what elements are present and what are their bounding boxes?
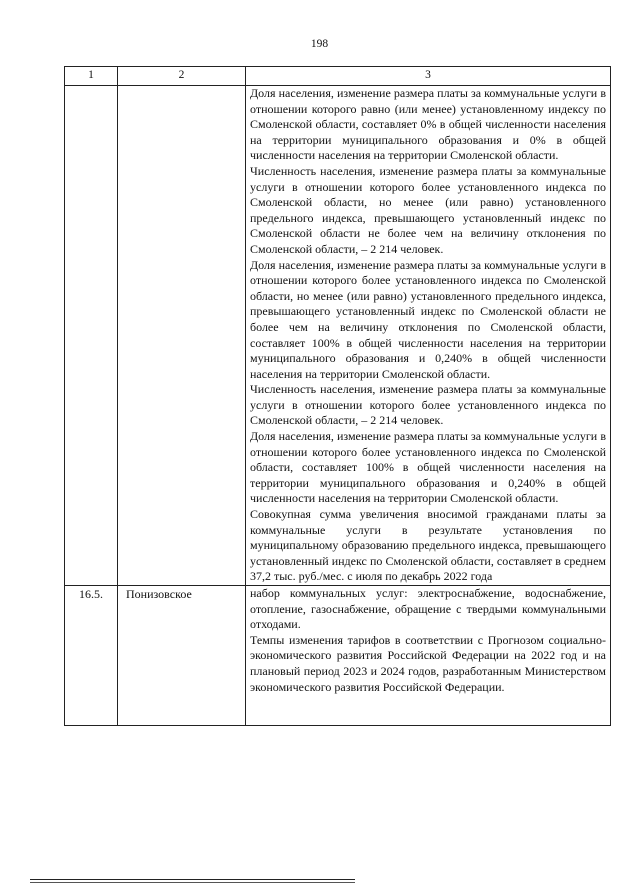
paragraph: Темпы изменения тарифов в соответствии с Прогнозом социально-экономического развития Российской Федерации на 2022 год и на плановый период 2023 и 2024 годов, разработанным Министерством экономического развития Российской Федерации.	[250, 632, 606, 694]
footer-divider	[30, 882, 355, 883]
footer-divider	[30, 879, 355, 880]
table-row	[65, 86, 611, 586]
paragraph: набор коммунальных услуг: электроснабжение, водоснабжение, отопление, газоснабжение, обращение с твердыми коммунальными отходами.	[250, 586, 606, 632]
row-number-cell: 16.5.	[65, 586, 118, 726]
paragraph: Доля населения, изменение размера платы за коммунальные услуги в отношении которого равно (или менее) установленному индексу по Смоленской области, составляет 0% в общей численности населения на территории муниципального образования и 0% в общей численности населения на территории Смоленской области.	[250, 86, 606, 163]
paragraph: Доля населения, изменение размера платы за коммунальные услуги в отношении которого более установленного индекса по Смоленской области, но менее (или равно) установленного предельного индекса, превышающего установленный индекс по Смоленской области не более чем на величину отклонения по Смоленской области, составляет 100% в общей численности населения на территории муниципального образования и 0,240% в общей численности населения на территории Смоленской области.	[250, 257, 606, 381]
column-header: 3	[246, 67, 611, 86]
column-header: 1	[65, 67, 118, 86]
paragraph: Доля населения, изменение размера платы за коммунальные услуги в отношении которого более установленного индекса по Смоленской области, составляет 100% в общей численности населения на территории муниципального образования и 0,240% в общей численности населения на территории Смоленской области.	[250, 429, 606, 506]
table-header-row	[65, 67, 611, 86]
column-header: 2	[118, 67, 246, 86]
page-number: 198	[310, 38, 329, 50]
paragraph: Совокупная сумма увеличения вносимой гражданами платы за коммунальные услуги в результате установления по муниципальному образованию предельного индекса, превышающего установленный индекс по Смоленской области, составляет в среднем 37,2 тыс. руб./мес. с июля по декабрь 2022 года	[250, 507, 606, 584]
table-row	[65, 586, 611, 726]
paragraph: Численность населения, изменение размера платы за коммунальные услуги в отношении которого более установленного индекса по Смоленской области, но менее (или равно) установленного предельного индекса, превышающего установленный индекс по Смоленской области не более чем на величину отклонения по Смоленской области, – 2 214 человек.	[250, 163, 606, 256]
row-text-cell	[246, 86, 611, 586]
row-text-cell	[246, 586, 611, 726]
row-name-cell	[118, 86, 246, 586]
row-name-cell: Понизовское	[118, 586, 246, 726]
paragraph: Численность населения, изменение размера платы за коммунальные услуги в отношении которого более установленного индекса по Смоленской области, – 2 214 человек.	[250, 382, 606, 428]
data-table	[64, 66, 611, 726]
row-number-cell	[65, 86, 118, 586]
